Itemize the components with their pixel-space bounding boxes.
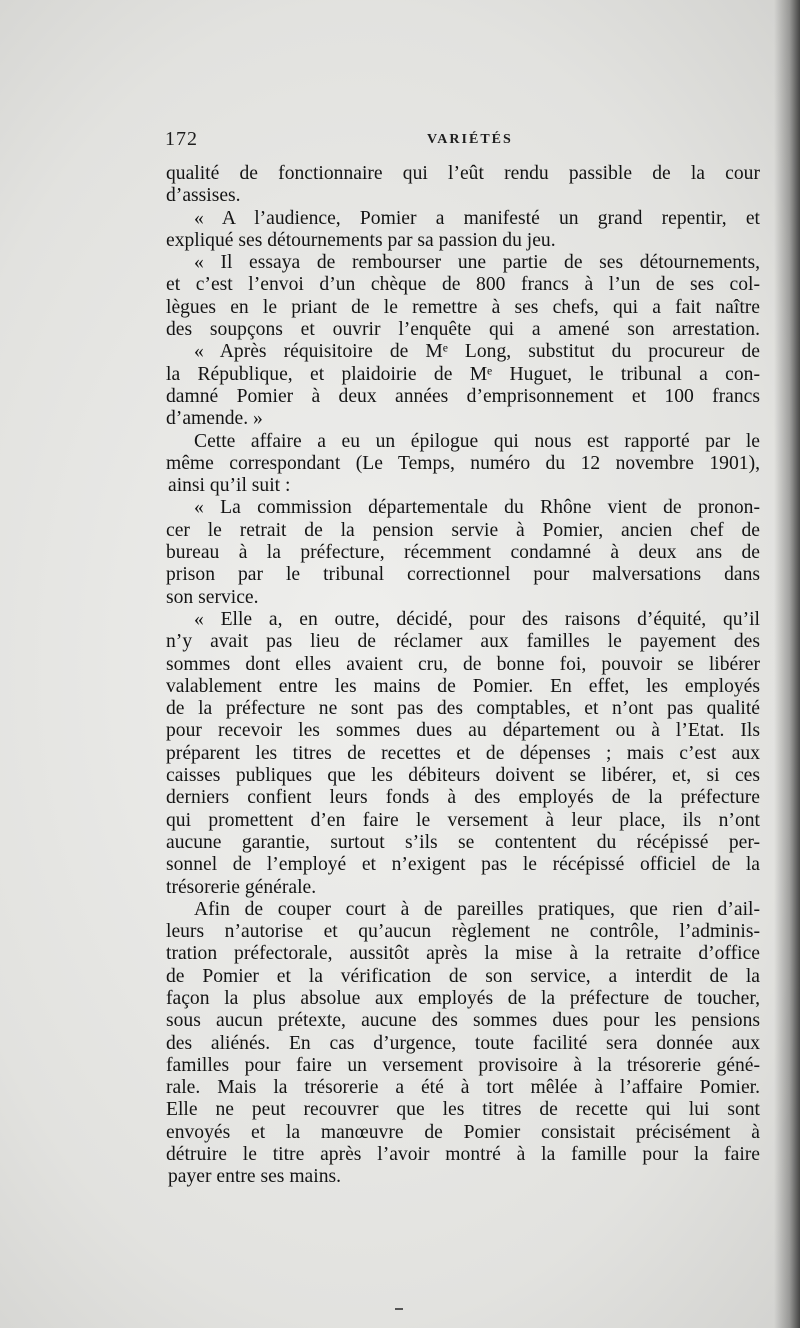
text-line: des soupçons et ouvrir l’enquête qui a amené son arrestation. [166,319,760,341]
text-line: « La commission départementale du Rhône vient de pronon- [194,497,760,519]
text-line: valablement entre les mains de Pomier. En effet, les employés [166,675,760,697]
text-line: Cette affaire a eu un épilogue qui nous est rapporté par le [194,430,760,452]
text-line: des aliénés. En cas d’urgence, toute facilité sera donnée aux [166,1032,760,1054]
body-text [166,163,760,1189]
text-line: n’y avait pas lieu de réclamer aux familles le payement des [166,631,760,653]
text-line: « Elle a, en outre, décidé, pour des raisons d’équité, qu’il [194,608,760,630]
page-bottom-mark [395,1308,403,1310]
text-line: qui promettent d’en faire le versement à leur place, ils n’ont [166,809,760,831]
text-line: pour recevoir les sommes dues au département ou à l’Etat. Ils [166,720,760,742]
text-line: Elle ne peut recouvrer que les titres de recette qui lui sont [166,1099,760,1121]
text-line: envoyés et la manœuvre de Pomier consistait précisément à [166,1121,760,1143]
text-line: payer entre ses mains. [168,1166,342,1188]
text-line: détruire le titre après l’avoir montré à la famille pour la faire [166,1144,760,1166]
running-title: VARIÉTÉS [427,132,513,147]
text-line: tration préfectorale, aussitôt après la mise à la retraite d’office [166,943,760,965]
text-line: « Après réquisitoire de Mᵉ Long, substitut du procureur de [194,341,760,363]
text-line: sous aucun prétexte, aucune des sommes dues pour les pensions [166,1010,760,1032]
text-line: d’amende. » [166,408,263,430]
text-line: sonnel de l’employé et n’exigent pas le récépissé officiel de la [166,854,760,876]
text-line: même correspondant (Le Temps, numéro du 12 novembre 1901), [166,452,760,474]
text-line: la République, et plaidoirie de Mᵉ Huguet, le tribunal a con- [166,363,760,385]
text-line: ainsi qu’il suit : [168,475,291,497]
text-line: qualité de fonctionnaire qui l’eût rendu passible de la cour [166,163,760,184]
text-line: d’assises. [166,185,241,207]
page-number: 172 [165,128,198,150]
text-line: trésorerie générale. [166,876,317,898]
text-line: « Il essaya de rembourser une partie de ses détournements, [194,252,760,274]
text-line: prison par le tribunal correctionnel pour malversations dans [166,564,760,586]
text-line: « A l’audience, Pomier a manifesté un grand repentir, et [194,207,760,229]
text-line: façon la plus absolue aux employés de la préfecture de toucher, [166,987,760,1009]
text-line: expliqué ses détournements par sa passion du jeu. [166,229,556,251]
text-line: damné Pomier à deux années d’emprisonnement et 100 francs [166,385,760,407]
text-line: et c’est l’envoi d’un chèque de 800 francs à l’un de ses col- [166,274,760,296]
text-line: sommes dont elles avaient cru, de bonne foi, pouvoir se libérer [166,653,760,675]
text-line: leurs n’autorise et qu’aucun règlement ne contrôle, l’adminis- [166,921,760,943]
text-line: familles pour faire un versement provisoire à la trésorerie géné- [166,1054,760,1076]
text-line: préparent les titres de recettes et de dépenses ; mais c’est aux [166,742,760,764]
text-line: lègues en le priant de le remettre à ses chefs, qui a fait naître [166,296,760,318]
text-line: de Pomier et la vérification de son service, a interdit de la [166,965,760,987]
text-line: derniers confient leurs fonds à des employés de la préfecture [166,787,760,809]
text-line: caisses publiques que les débiteurs doivent se libérer, et, si ces [166,765,760,787]
text-line: bureau à la préfecture, récemment condamné à deux ans de [166,542,760,564]
text-line: rale. Mais la trésorerie a été à tort mêlée à l’affaire Pomier. [166,1077,760,1099]
binding-shadow [774,0,800,1328]
page-header [165,128,765,158]
text-line: aucune garantie, surtout s’ils se contentent du récépissé per- [166,831,760,853]
text-line: son service. [166,586,259,608]
text-line: Afin de couper court à de pareilles pratiques, que rien d’ail- [194,898,760,920]
text-line: de la préfecture ne sont pas des comptables, et n’ont pas qualité [166,698,760,720]
text-line: cer le retrait de la pension servie à Pomier, ancien chef de [166,519,760,541]
